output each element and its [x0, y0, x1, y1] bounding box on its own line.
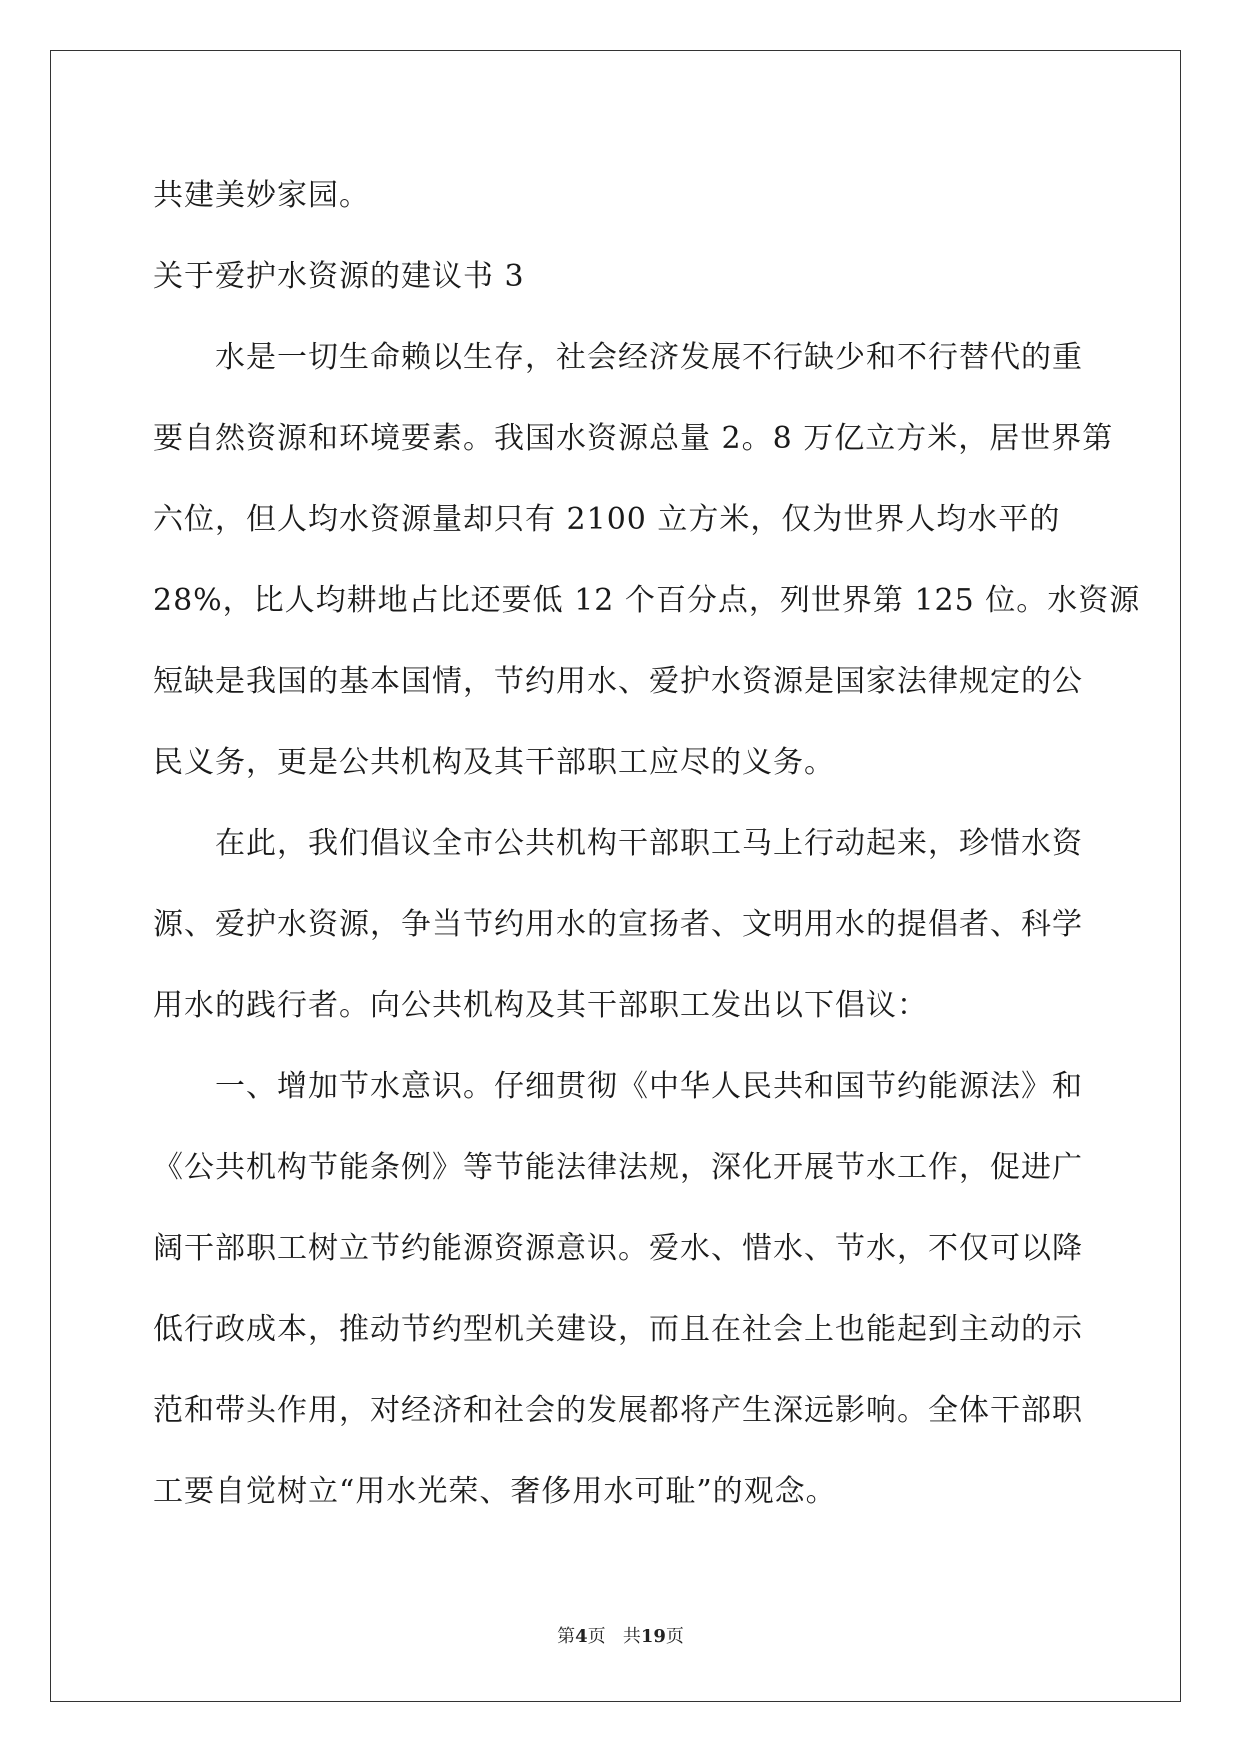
text-line: 一、增加节水意识。仔细贯彻《中华人民共和国节约能源法》和 — [215, 1069, 1083, 1104]
text-line: 在此，我们倡议全市公共机构干部职工马上行动起来，珍惜水资 — [215, 826, 1083, 861]
page-prefix: 第 — [557, 1626, 576, 1647]
page-footer — [0, 1622, 1241, 1648]
document-body — [153, 163, 1141, 1532]
text-line: 28%，比人均耕地占比还要低 12 个百分点，列世界第 125 位。水资源 — [153, 583, 1141, 618]
page-number: 4 — [575, 1626, 588, 1647]
total-prefix: 共 — [622, 1626, 641, 1647]
page-suffix: 页 — [587, 1626, 606, 1647]
text-line: 共建美妙家园。 — [153, 178, 370, 213]
text-line: 阔干部职工树立节约能源资源意识。爱水、惜水、节水，不仅可以降 — [153, 1231, 1083, 1266]
text-line: 六位，但人均水资源量却只有 2100 立方米，仅为世界人均水平的 — [153, 502, 1061, 537]
text-line: 工要自觉树立“用水光荣、奢侈用水可耻”的观念。 — [153, 1474, 837, 1509]
section-heading: 关于爱护水资源的建议书 3 — [153, 259, 525, 294]
text-line: 用水的践行者。向公共机构及其干部职工发出以下倡议： — [153, 988, 928, 1023]
text-line: 短缺是我国的基本国情，节约用水、爱护水资源是国家法律规定的公 — [153, 664, 1083, 699]
total-pages: 19 — [640, 1626, 666, 1647]
text-line: 范和带头作用，对经济和社会的发展都将产生深远影响。全体干部职 — [153, 1393, 1083, 1428]
text-line: 水是一切生命赖以生存，社会经济发展不行缺少和不行替代的重 — [215, 340, 1083, 375]
total-suffix: 页 — [665, 1626, 684, 1647]
text-line: 源、爱护水资源，争当节约用水的宣扬者、文明用水的提倡者、科学 — [153, 907, 1083, 942]
text-line: 低行政成本，推动节约型机关建设，而且在社会上也能起到主动的示 — [153, 1312, 1083, 1347]
text-line: 《公共机构节能条例》等节能法律法规，深化开展节水工作，促进广 — [153, 1150, 1083, 1185]
text-line: 民义务，更是公共机构及其干部职工应尽的义务。 — [153, 745, 835, 780]
text-line: 要自然资源和环境要素。我国水资源总量 2。8 万亿立方米，居世界第 — [153, 421, 1114, 456]
